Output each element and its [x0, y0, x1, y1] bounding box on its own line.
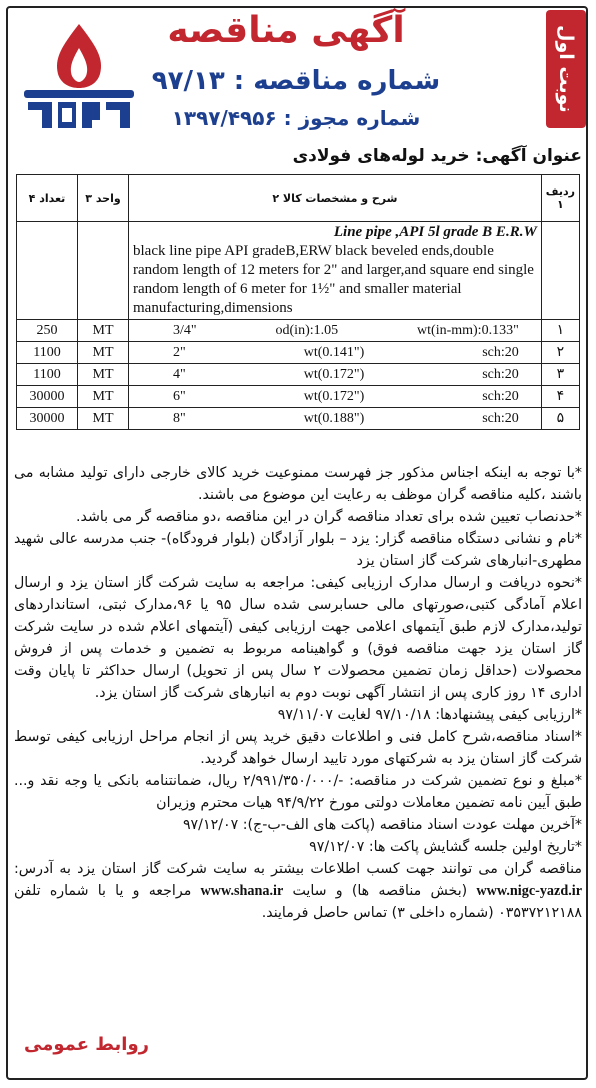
- row-unit: MT: [78, 342, 129, 364]
- item-description: [129, 222, 542, 320]
- ad-title: آگهی مناقصه: [167, 10, 405, 51]
- ad-subject: عنوان آگهی: خرید لوله‌های فولادی: [292, 146, 582, 166]
- closing-text-3: مراجعه و یا با شماره تلفن ۰۳۵۳۷۲۱۲۱۸۸ (شماره داخلی ۳) تماس حاصل فرمایند.: [14, 883, 582, 921]
- row-number: ۵: [541, 408, 579, 430]
- row-number: ۲: [541, 342, 579, 364]
- row-size: 8": [173, 410, 186, 426]
- note-item: *اسناد مناقصه،شرح کامل فنی و اطلاعات دقیق خرید پس از انجام مراحل ارزیابی کیفی توسط شرکت گاز استان یزد به شرکتهای مورد تایید ارسال خواهد گردید.: [14, 729, 582, 767]
- item-description-title: Line pipe ,API 5l grade B E.R.W: [333, 224, 537, 240]
- round-badge: [546, 10, 586, 128]
- col-header-desc: شرح و مشخصات کالا ۲: [129, 175, 542, 222]
- closing-text-2: (بخش مناقصه ها) و سایت: [292, 883, 468, 899]
- permit-number: شماره مجوز : ۱۳۹۷/۴۹۵۶: [171, 106, 421, 130]
- item-description-body: black line pipe API gradeB,ERW black beveled ends,double random length of 12 meters for 2" and larger,and square end single random length of 6 meter for 1½" and smaller material manufacturing,dimensions: [133, 243, 534, 316]
- note-item: *تاریخ اولین جلسه گشایش پاکت ها: ۹۷/۱۲/۰۷: [309, 839, 582, 855]
- row-spec: [129, 408, 542, 430]
- row-spec: [129, 386, 542, 408]
- closing-paragraph: [14, 858, 582, 924]
- table-row: [17, 364, 580, 386]
- row-wt: wt(0.172"): [303, 366, 365, 382]
- row-qty: 1100: [17, 342, 78, 364]
- row-unit: MT: [78, 364, 129, 386]
- row-spec: [129, 320, 542, 342]
- row-qty: 30000: [17, 386, 78, 408]
- row-number: ۴: [541, 386, 579, 408]
- public-relations-signature: روابط عمومی: [24, 1034, 150, 1055]
- tender-number: شماره مناقصه : ۹۷/۱۳: [151, 66, 441, 96]
- row-sch: sch:20: [482, 344, 519, 360]
- round-badge-text: نوبت اول: [555, 25, 577, 113]
- row-number: ۳: [541, 364, 579, 386]
- note-item: *حدنصاب تعیین شده برای تعداد مناقصه گران در این مناقصه ،دو مناقصه گر می باشد.: [76, 509, 582, 525]
- row-spec: [129, 342, 542, 364]
- desc-row-unit: [78, 222, 129, 320]
- note-item: *نحوه دریافت و ارسال مدارک ارزیابی کیفی: مراجعه به سایت شرکت گاز استان یزد و ارسال اعلام آمادگی کتبی،صورتهای مالی حسابرسی شده سال ۹۵ یا ۹۶،مدارک ثبتی، استانداردهای تولید،مدارک لازم طبق آیتمهای اعلامی جهت ارزیابی کیفی (آیتمهای اعلام شده در سایت شرکت گاز استان یزد جهت مناقصه فوق) و گواهینامه مربوط به تضمین و خدمات پس از فروش محصولات (حداقل زمان تضمین محصولات ۲ سال پس از تحویل) ارسال حداکثر تا پایان وقت اداری ۱۴ روز کاری پس از انتشار آگهی نوبت دوم به انبارهای شرکت گاز استان یزد.: [14, 575, 583, 701]
- table-row: [17, 408, 580, 430]
- note-item: *ارزیابی کیفی پیشنهادها: ۹۷/۱۰/۱۸ لغایت ۹۷/۱۱/۰۷: [277, 707, 582, 723]
- col-header-row: ردیف ۱: [541, 175, 579, 222]
- table-row: [17, 386, 580, 408]
- note-item: *با توجه به اینکه اجناس مذکور جز فهرست ممنوعیت خرید کالای خارجی دارای تولید مشابه می باشند ،کلیه مناقصه گران موظف به رعایت این موضوع می باشند.: [14, 465, 582, 503]
- row-unit: MT: [78, 320, 129, 342]
- desc-row-num: [541, 222, 579, 320]
- row-qty: 1100: [17, 364, 78, 386]
- row-wt: wt(0.141"): [303, 344, 365, 360]
- row-wt: wt(0.172"): [303, 388, 365, 404]
- row-unit: MT: [78, 408, 129, 430]
- row-wt: od(in):1.05: [275, 322, 339, 338]
- items-table: [16, 174, 580, 430]
- table-row: [17, 320, 580, 342]
- row-number: ۱: [541, 320, 579, 342]
- ad-notes: [14, 462, 582, 924]
- gas-company-logo-icon: [14, 18, 144, 138]
- col-header-unit: واحد ۳: [78, 175, 129, 222]
- nigc-yazd-link[interactable]: www.nigc-yazd.ir: [476, 883, 582, 899]
- row-sch: sch:20: [482, 366, 519, 382]
- row-qty: 250: [17, 320, 78, 342]
- note-item: *نام و نشانی دستگاه مناقصه گزار: یزد – بلوار آزادگان (بلوار فرودگاه)- جنب مدرسه عالی شهید مطهری-انبارهای شرکت گاز استان یزد: [14, 531, 582, 569]
- row-qty: 30000: [17, 408, 78, 430]
- row-sch: wt(in-mm):0.133": [417, 322, 519, 338]
- closing-text-1: مناقصه گران می توانند جهت کسب اطلاعات بیشتر به سایت شرکت گاز استان یزد به آدرس:: [14, 861, 582, 877]
- row-size: 2": [173, 344, 186, 360]
- table-row: [17, 342, 580, 364]
- row-sch: sch:20: [482, 388, 519, 404]
- row-unit: MT: [78, 386, 129, 408]
- row-spec: [129, 364, 542, 386]
- col-header-qty: تعداد ۴: [17, 175, 78, 222]
- shana-link[interactable]: www.shana.ir: [200, 883, 284, 899]
- row-sch: sch:20: [482, 410, 519, 426]
- row-size: 4": [173, 366, 186, 382]
- row-size: 6": [173, 388, 186, 404]
- row-size: 3/4": [173, 322, 197, 338]
- note-item: *آخرین مهلت عودت اسناد مناقصه (پاکت های الف-ب-ج): ۹۷/۱۲/۰۷: [182, 817, 582, 833]
- note-item: *مبلغ و نوع تضمین شرکت در مناقصه: -/۲/۹۹۱/۳۵۰/۰۰۰ ریال، ضمانتنامه بانکی یا وجه نقد و... طبق آیین نامه تضمین معاملات دولتی مورخ ۹۴/۹/۲۲ هیات محترم وزیران: [14, 773, 582, 811]
- desc-row-qty: [17, 222, 78, 320]
- row-wt: wt(0.188"): [303, 410, 365, 426]
